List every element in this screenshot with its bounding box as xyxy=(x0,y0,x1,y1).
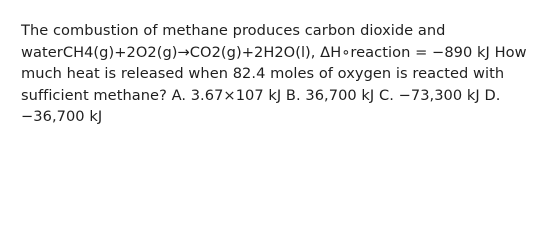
question-text: The combustion of methane produces carbon dioxide and waterCH4(g)+2O2(g)→CO2(g)+2H2O(l), ΔH∘reaction = −890 kJ How much heat is released when 82.4 moles of oxygen is reacted with sufficient methane? A. 3.67×107 kJ B. 36,700 kJ C. −73,300 kJ D. −36,700 kJ xyxy=(21,22,527,125)
